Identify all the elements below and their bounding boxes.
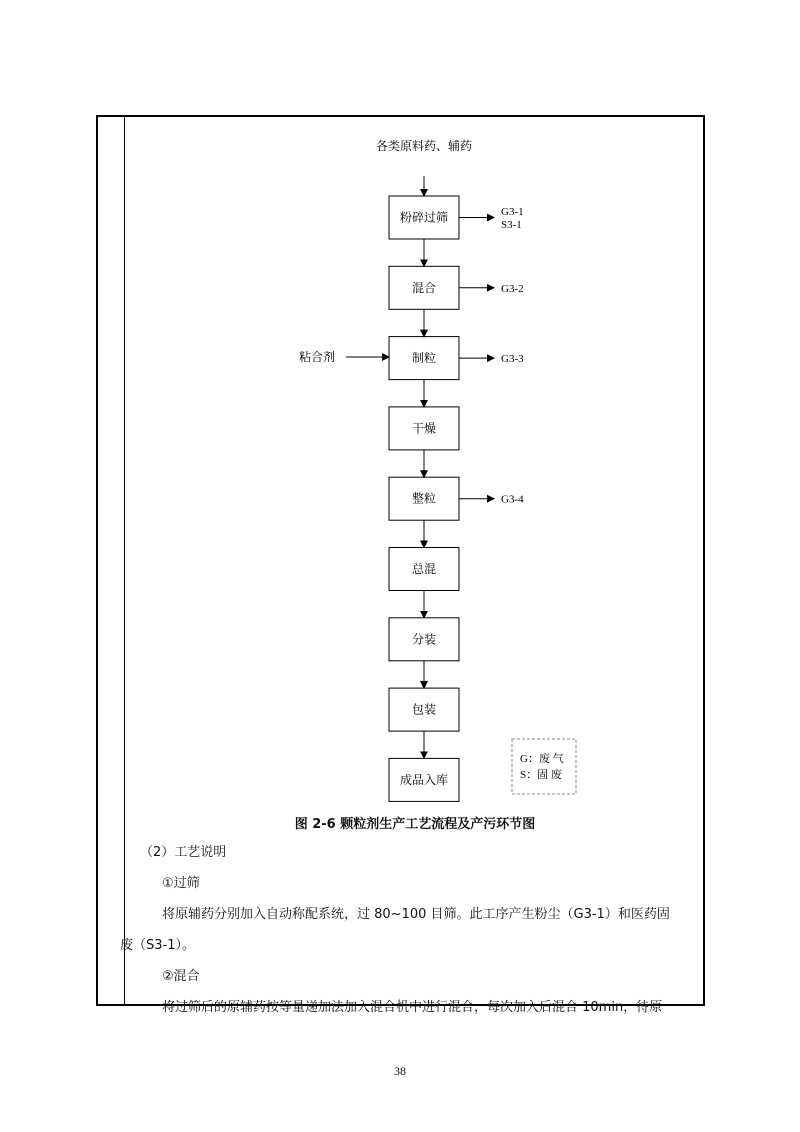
flow-step-label: 粉碎过筛	[399, 210, 449, 225]
flow-step-label: 分装	[411, 632, 437, 647]
emission-code: G3-1	[501, 206, 524, 218]
flow-step	[389, 758, 459, 801]
figure-caption: 图 2-6 颗粒剂生产工艺流程及产污环节图	[294, 817, 536, 832]
item1-heading: ①过筛	[162, 876, 200, 891]
input-label: 各类原料药、辅药	[375, 139, 473, 153]
item2-heading: ②混合	[162, 969, 200, 984]
flow-step-label: 整粒	[411, 491, 437, 506]
emission-code: S3-1	[501, 219, 522, 231]
flow-step-label: 干燥	[411, 421, 437, 436]
process-description	[120, 837, 700, 1023]
flow-step	[389, 266, 524, 336]
emission-code: G3-2	[501, 282, 524, 295]
section-heading: （2）工艺说明	[140, 845, 227, 860]
legend-solid: S：固 废	[520, 769, 562, 781]
flow-step	[389, 196, 524, 266]
item1-text-line1: 将原辅药分别加入自动称配系统，过 80~100 目筛。此工序产生粉尘（G3-1）和医药固	[162, 907, 670, 922]
flow-step-label: 混合	[411, 280, 437, 295]
flow-step	[389, 688, 459, 758]
flow-step	[389, 548, 459, 618]
emission-code: G3-4	[501, 493, 524, 506]
legend-box	[512, 739, 576, 794]
flow-step-label: 成品入库	[399, 772, 449, 787]
flow-step	[389, 337, 524, 407]
page-number: 38	[394, 1064, 406, 1078]
item2-text-line1: 将过筛后的原辅药按等量递加法加入混合机中进行混合，每次加入后混合 10min，待原	[162, 1000, 663, 1015]
legend-gas: G：废 气	[520, 753, 564, 765]
binder-label: 粘合剂	[299, 350, 336, 364]
flow-step	[389, 407, 459, 477]
flow-step	[389, 618, 459, 688]
steps-group	[389, 196, 524, 801]
flow-step-label: 包装	[411, 702, 437, 717]
emission-code: G3-3	[501, 353, 524, 366]
flow-step	[389, 477, 524, 547]
flow-step-label: 制粒	[411, 351, 437, 366]
flow-step-label: 总混	[411, 562, 437, 576]
item1-text-line2: 废（S3-1）。	[120, 938, 195, 953]
